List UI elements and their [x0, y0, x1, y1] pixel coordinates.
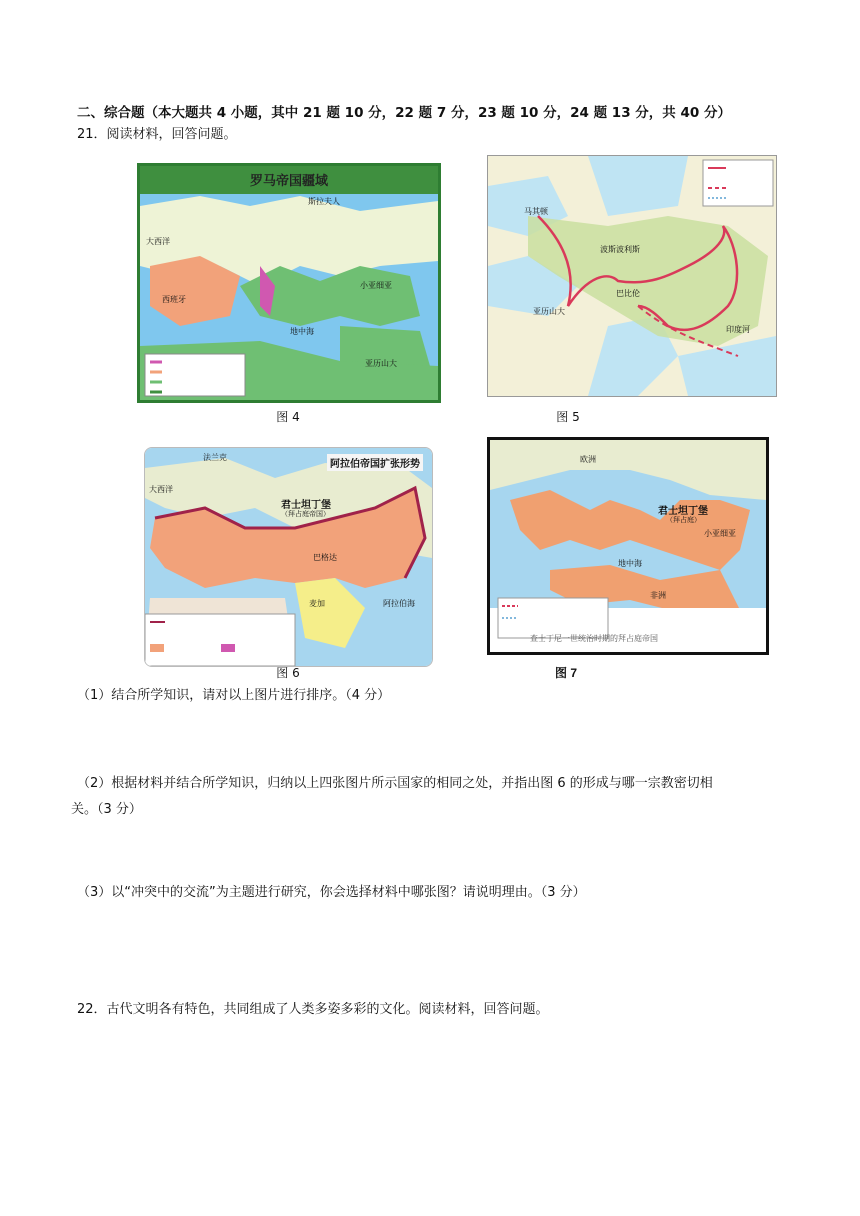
fig6-label: 君士坦丁堡	[281, 500, 331, 511]
fig4-label: 西班牙	[162, 295, 186, 304]
fig5-label: 马其顿	[524, 207, 548, 216]
fig5-label: 亚历山大	[533, 307, 565, 316]
fig6-label: （拜占庭帝国）	[281, 510, 330, 518]
figure-4-roman-empire-map	[137, 163, 441, 403]
fig5-label: 印度河	[726, 325, 750, 334]
fig4-map-title: 罗马帝国疆域	[250, 174, 329, 189]
fig7-label: 欧洲	[580, 455, 596, 464]
figure-7-caption: 图 7	[554, 666, 577, 680]
section-title: 二、综合题（本大题共 4 小题，其中 21 题 10 分，22 题 7 分，23 题 10 分，24 题 13 分，共 40 分）	[77, 105, 731, 121]
fig7-label: （拜占庭）	[666, 516, 701, 524]
question-21-stem: 21．阅读材料，回答问题。	[77, 127, 237, 142]
fig4-label: 地中海	[290, 327, 314, 336]
figure-6-caption: 图 6	[276, 666, 300, 680]
figure-5-alexander-map	[487, 155, 777, 397]
fig4-label: 小亚细亚	[360, 281, 392, 290]
figure-4-caption: 图 4	[276, 410, 300, 424]
fig7-label: 小亚细亚	[704, 529, 736, 538]
figure-6-arab-empire-map	[144, 447, 433, 667]
fig5-label: 波斯波利斯	[600, 245, 640, 254]
fig6-label: 阿拉伯海	[383, 599, 415, 608]
fig7-label: 非洲	[650, 591, 666, 600]
fig6-map-title: 阿拉伯帝国扩张形势	[327, 454, 423, 471]
question-21-part-1: （1）结合所学知识，请对以上图片进行排序。（4 分）	[77, 688, 391, 703]
fig7-label: 地中海	[618, 559, 642, 568]
figure-5-caption: 图 5	[556, 410, 580, 424]
fig6-label: 大西洋	[149, 485, 173, 494]
fig6-label: 法兰克	[203, 453, 227, 462]
question-21-part-2-line-2: 关。（3 分）	[71, 802, 142, 817]
fig6-label: 巴格达	[313, 553, 337, 562]
fig5-label: 巴比伦	[616, 289, 640, 298]
fig4-label: 大西洋	[146, 237, 170, 246]
fig4-label: 亚历山大	[365, 359, 397, 368]
question-21-part-2-line-1: （2）根据材料并结合所学知识，归纳以上四张图片所示国家的相同之处，并指出图 6 的形成与哪一宗教密切相	[77, 776, 713, 791]
fig7-label: 君士坦丁堡	[658, 506, 708, 517]
fig7-bottom-caption: 查士丁尼一世统治时期的拜占庭帝国	[530, 634, 658, 643]
question-21-part-3: （3）以“冲突中的交流”为主题进行研究，你会选择材料中哪张图？请说明理由。（3 分）	[77, 885, 586, 900]
fig4-label: 斯拉夫人	[308, 197, 340, 206]
question-22-stem: 22．古代文明各有特色，共同组成了人类多姿多彩的文化。阅读材料，回答问题。	[77, 1002, 549, 1017]
figure-7-byzantine-map	[487, 437, 769, 655]
fig6-label: 麦加	[309, 599, 325, 608]
